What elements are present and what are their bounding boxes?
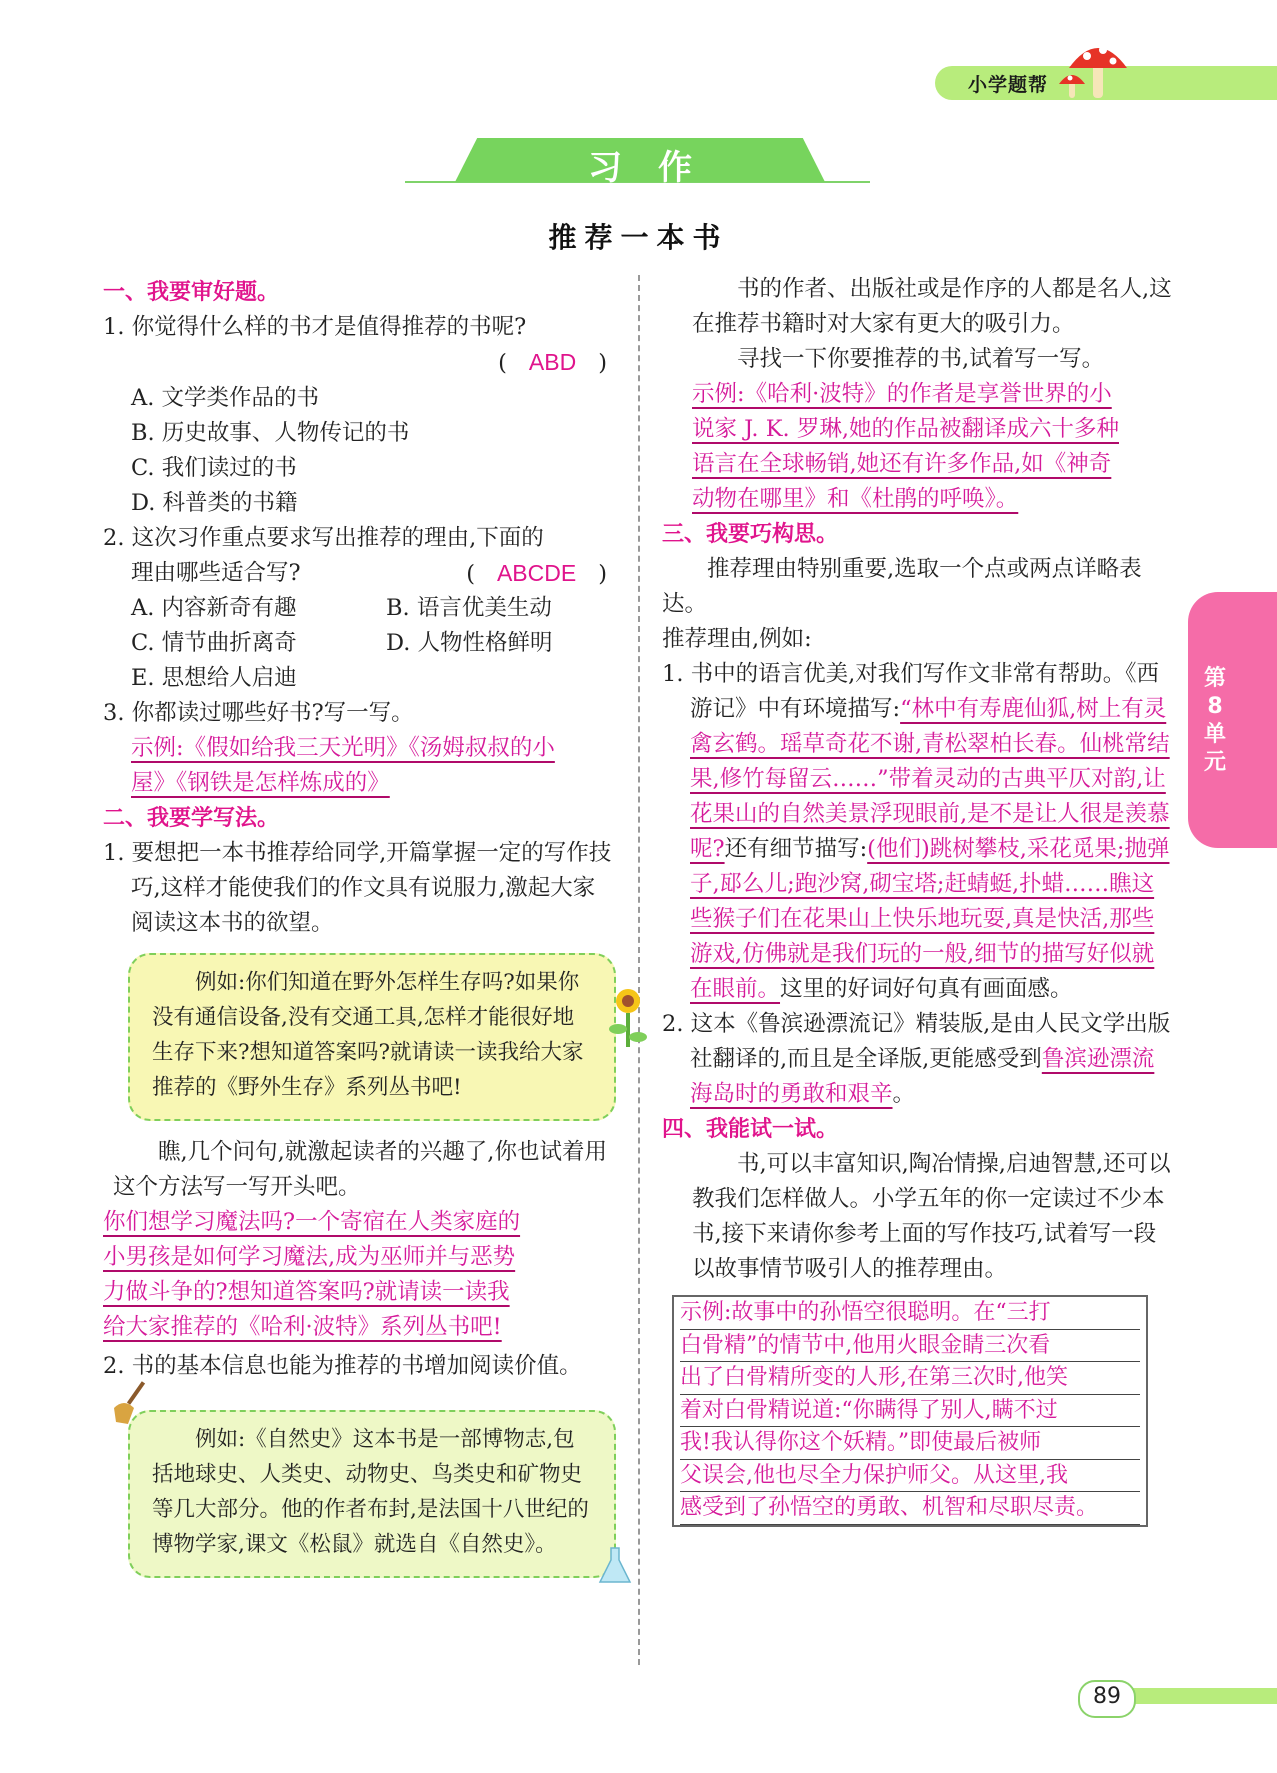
option-item: B. 历史故事、人物传记的书	[131, 420, 410, 446]
flask-icon	[598, 1546, 632, 1586]
answer-line: 力做斗争的?想知道答案吗?就请读一读我	[103, 1279, 510, 1305]
section-4-heading: 四、我能试一试。	[662, 1117, 839, 1142]
find-answer	[662, 377, 1174, 517]
broom-icon	[110, 1378, 158, 1428]
question-2-line1: 2. 这次习作重点要求写出推荐的理由,下面的	[103, 525, 544, 551]
section-3-heading: 三、我要巧构思。	[662, 522, 839, 547]
example-box-1-text: 例如:你们知道在野外怎样生存吗?如果你没有通信设备,没有交通工具,怎样才能很好地生存下来?想知道答案吗?就请读一读我给大家推荐的《野外生存》系列丛书吧!	[152, 970, 584, 1100]
paren-open: (	[498, 350, 507, 376]
answer-line: 着对白骨精说道:“你瞒得了别人,瞒不过	[680, 1395, 1140, 1428]
unit-label	[1195, 665, 1235, 777]
answer-line: 白骨精”的情节中,他用火眼金睛三次看	[680, 1330, 1140, 1363]
option-item: A. 内容新奇有趣	[131, 595, 297, 621]
answer-line: 出了白骨精所变的人形,在第三次时,他笑	[680, 1362, 1140, 1395]
final-answer-box	[672, 1295, 1148, 1527]
example-box-2-text: 例如:《自然史》这本书是一部博物志,包括地球史、人类史、动物史、鸟类史和矿物史等几大部分。他的作者布封,是法国十八世纪的博物学家,课文《松鼠》就选自《自然史》。	[152, 1427, 589, 1557]
reason-1-detail-answer: (他们)跳树攀枝,采花觅果;抛弹子,邷么儿;跑沙窝,砌宝塔;赶蜻蜓,扑蜡……瞧这些猴子们在花果山上快乐地玩耍,真是快活,那些游戏,仿佛就是我们玩的一般,细节的描写好似就在眼前。	[690, 836, 1170, 1002]
section-3-lead: 推荐理由,例如:	[662, 626, 812, 652]
option-item: C. 我们读过的书	[131, 455, 297, 481]
unit-label-char: 第	[1203, 666, 1226, 691]
section-4-paragraph: 书,可以丰富知识,陶冶情操,启迪智慧,还可以教我们怎样做人。小学五年的你一定读过不少本书,接下来请你参考上面的写作技巧,试着写一段以故事情节吸引人的推荐理由。	[692, 1151, 1171, 1282]
page-number-bar	[1115, 1688, 1277, 1704]
option-item: E. 思想给人启迪	[131, 665, 297, 691]
question-1-answer: ABD	[528, 349, 577, 375]
reason-1-text: 1. 书中的语言优美,对我们写作文非常有帮助。《西游记》中有环境描写:	[662, 661, 1160, 722]
section-3-paragraph: 推荐理由特别重要,选取一个点或两点详略表达。	[662, 556, 1142, 617]
answer-line: 小男孩是如何学习魔法,成为巫师并与恶势	[103, 1244, 516, 1270]
answer-line: 示例:《哈利·波特》的作者是享誉世界的小	[692, 381, 1112, 407]
left-column	[103, 275, 613, 1592]
question-3-answer	[103, 731, 613, 801]
question-1-answer-row	[103, 345, 613, 381]
paren-open: (	[466, 561, 475, 587]
reason-2-text: 2. 这本《鲁滨逊漂流记》精装版,是由人民文学出版社翻译的,而且是全译版,更能感受到	[662, 1011, 1171, 1072]
reason-1	[662, 657, 1174, 1007]
reason-1-answer: “林中有寿鹿仙狐,树上有灵禽玄鹤。瑶草奇花不谢,青松翠柏长春。仙桃常结果,修竹每留云……”带着灵动的古典平仄对韵,让花果山的自然美景浮现眼前,是不是让人很是羡慕呢?	[690, 696, 1170, 862]
question-2-answer-row	[466, 556, 607, 592]
section-2-heading: 二、我要学写法。	[103, 806, 280, 831]
answer-line: 屋》《钢铁是怎样炼成的》	[131, 770, 390, 796]
section-title: 习作	[588, 148, 728, 188]
intro-paragraph: 书的作者、出版社或是作序的人都是名人,这在推荐书籍时对大家有更大的吸引力。	[692, 276, 1172, 337]
option-item: D. 科普类的书籍	[131, 490, 298, 516]
option-item: D. 人物性格鲜明	[386, 630, 553, 656]
answer-line: 感受到了孙悟空的勇敢、机智和尽职尽责。	[680, 1492, 1140, 1525]
answer-line: 动物在哪里》和《杜鹃的呼唤》。	[692, 486, 1019, 512]
question-2-line2	[103, 556, 613, 591]
column-divider	[638, 275, 640, 1665]
answer-line: 说家 J. K. 罗琳,她的作品被翻译成六十多种	[692, 416, 1119, 442]
question-2-text: 理由哪些适合写?	[131, 560, 301, 586]
question-2-options	[103, 591, 613, 696]
paren-close: )	[598, 561, 607, 587]
question-3: 3. 你都读过哪些好书?写一写。	[103, 700, 414, 726]
paragraph-2: 2. 书的基本信息也能为推荐的书增加阅读价值。	[103, 1353, 582, 1379]
paragraph-1: 1. 要想把一本书推荐给同学,开篇掌握一定的写作技巧,这样才能使我们的作文具有说服力,激起大家阅读这本书的欲望。	[103, 840, 612, 936]
example-box-1	[128, 953, 616, 1121]
reason-1-text-c: 这里的好词好句真有画面感。	[780, 976, 1073, 1002]
answer-line: 示例:故事中的孙悟空很聪明。在“三打	[680, 1297, 1140, 1330]
right-column	[662, 272, 1174, 1527]
reason-2	[662, 1007, 1174, 1112]
question-1: 1. 你觉得什么样的书才是值得推荐的书呢?	[103, 314, 527, 340]
option-item: A. 文学类作品的书	[131, 385, 320, 411]
reason-1-text-b: 还有细节描写:	[724, 836, 868, 862]
page-number: 89	[1093, 1684, 1121, 1709]
sunflower-icon	[606, 985, 650, 1049]
reason-2-answer: 鲁滨逊漂流海岛时的勇敢和艰辛	[690, 1046, 1155, 1107]
brand-label: 小学题帮	[968, 74, 1049, 96]
paren-close: )	[598, 350, 607, 376]
question-2-answer: ABCDE	[496, 560, 577, 586]
answer-line: 父误会,他也尽全力保护师父。从这里,我	[680, 1460, 1140, 1493]
option-item: C. 情节曲折离奇	[131, 630, 297, 656]
unit-label-char: 元	[1203, 750, 1226, 775]
unit-label-char: 8	[1207, 694, 1223, 719]
paragraph-1-answer	[103, 1205, 613, 1345]
unit-label-char: 单	[1203, 722, 1226, 747]
paragraph-1-followup: 瞧,几个问句,就激起读者的兴趣了,你也试着用这个方法写一写开头吧。	[113, 1139, 607, 1200]
answer-line: 语言在全球畅销,她还有许多作品,如《神奇	[692, 451, 1112, 477]
reason-2-end: 。	[892, 1081, 916, 1107]
page-subtitle: 推荐一本书	[548, 221, 729, 254]
section-1-heading: 一、我要审好题。	[103, 280, 280, 305]
example-box-2	[128, 1410, 616, 1578]
answer-line: 你们想学习魔法吗?一个寄宿在人类家庭的	[103, 1209, 521, 1235]
answer-line: 给大家推荐的《哈利·波特》系列丛书吧!	[103, 1314, 502, 1340]
option-item: B. 语言优美生动	[386, 595, 552, 621]
answer-line: 示例:《假如给我三天光明》《汤姆叔叔的小	[131, 735, 555, 761]
find-prompt: 寻找一下你要推荐的书,试着写一写。	[737, 346, 1105, 372]
mushroom-icon	[1055, 36, 1135, 102]
answer-line: 我!我认得你这个妖精。”即使最后被师	[680, 1427, 1140, 1460]
